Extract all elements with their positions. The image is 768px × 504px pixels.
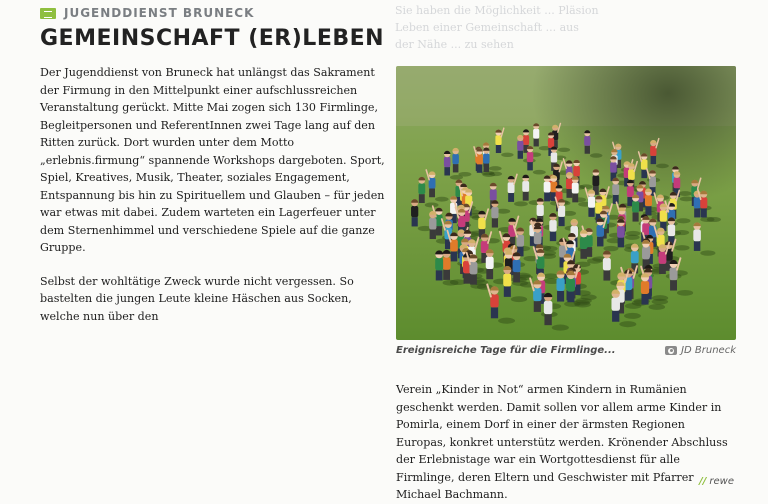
article-paragraph: Der Jugenddienst von Bruneck hat unlängst das Sakrament der Firmung in den Mittelpunkt einer aufschlussreichen Veranstaltung gerückt. Mitte Mai zogen sich 130 Firmlinge, Begleitpersonen und ReferentInnen zwei Tage lang auf den Ritten zurück. Dort wurden unter dem Motto „erlebnis.firmung“ spannende Workshops dargeboten. Sport, Spiel, Kreatives, Musik, Theater, soziales Engagement, Entspannung bis hin zu Spirituellem und Glauben – für jeden war etwas mit dabei. Zudem warteten ein Lagerfeuer unter dem Sternenhimmel und verschiedene Spiele auf die ganze Gruppe.: [40, 66, 385, 254]
author-signature: [699, 476, 734, 487]
article-paragraph: Selbst der wohltätige Zweck wurde nicht vergessen. So bastelten die jungen Leute kleine Häschen aus Socken, welche nun über den: [40, 274, 354, 323]
group-photo: [396, 66, 736, 340]
bleed-through-text: Sie haben die Möglichkeit ... Pläsion Leben einer Gemeinschaft ... aus der Nähe ... zu sehen: [395, 4, 599, 51]
section-label-text: JUGENDDIENST BRUNECK: [64, 6, 255, 20]
camera-icon: [665, 346, 677, 355]
section-marker-icon: [40, 8, 56, 19]
group-photo-image: [396, 66, 736, 340]
photo-credit: [665, 345, 736, 356]
section-label: [40, 6, 254, 20]
article-body-right-column: [396, 381, 737, 504]
photo-credit-text: JD Bruneck: [681, 345, 736, 356]
signature-slashes: //: [699, 476, 707, 487]
photo-caption: Ereignisreiche Tage für die Firmlinge...: [396, 345, 616, 356]
article-headline: GEMEINSCHAFT (ER)LEBEN: [40, 26, 385, 51]
photo-caption-row: [396, 345, 736, 361]
article-body-left-column: [40, 64, 386, 325]
author-initials: rewe: [709, 476, 734, 487]
article-paragraph: Verein „Kinder in Not“ armen Kindern in Rumänien geschenkt werden. Damit sollen vor allem arme Kinder in Pomirla, einem Dorf in einer der ärmsten Regionen Europas, konkret unterstütz werden. Krönender Abschluss der Erlebnistage war ein Wortgottesdienst für alle Firmlinge, deren Eltern und Geschwister mit Pfarrer Michael Bachmann.: [396, 383, 728, 501]
